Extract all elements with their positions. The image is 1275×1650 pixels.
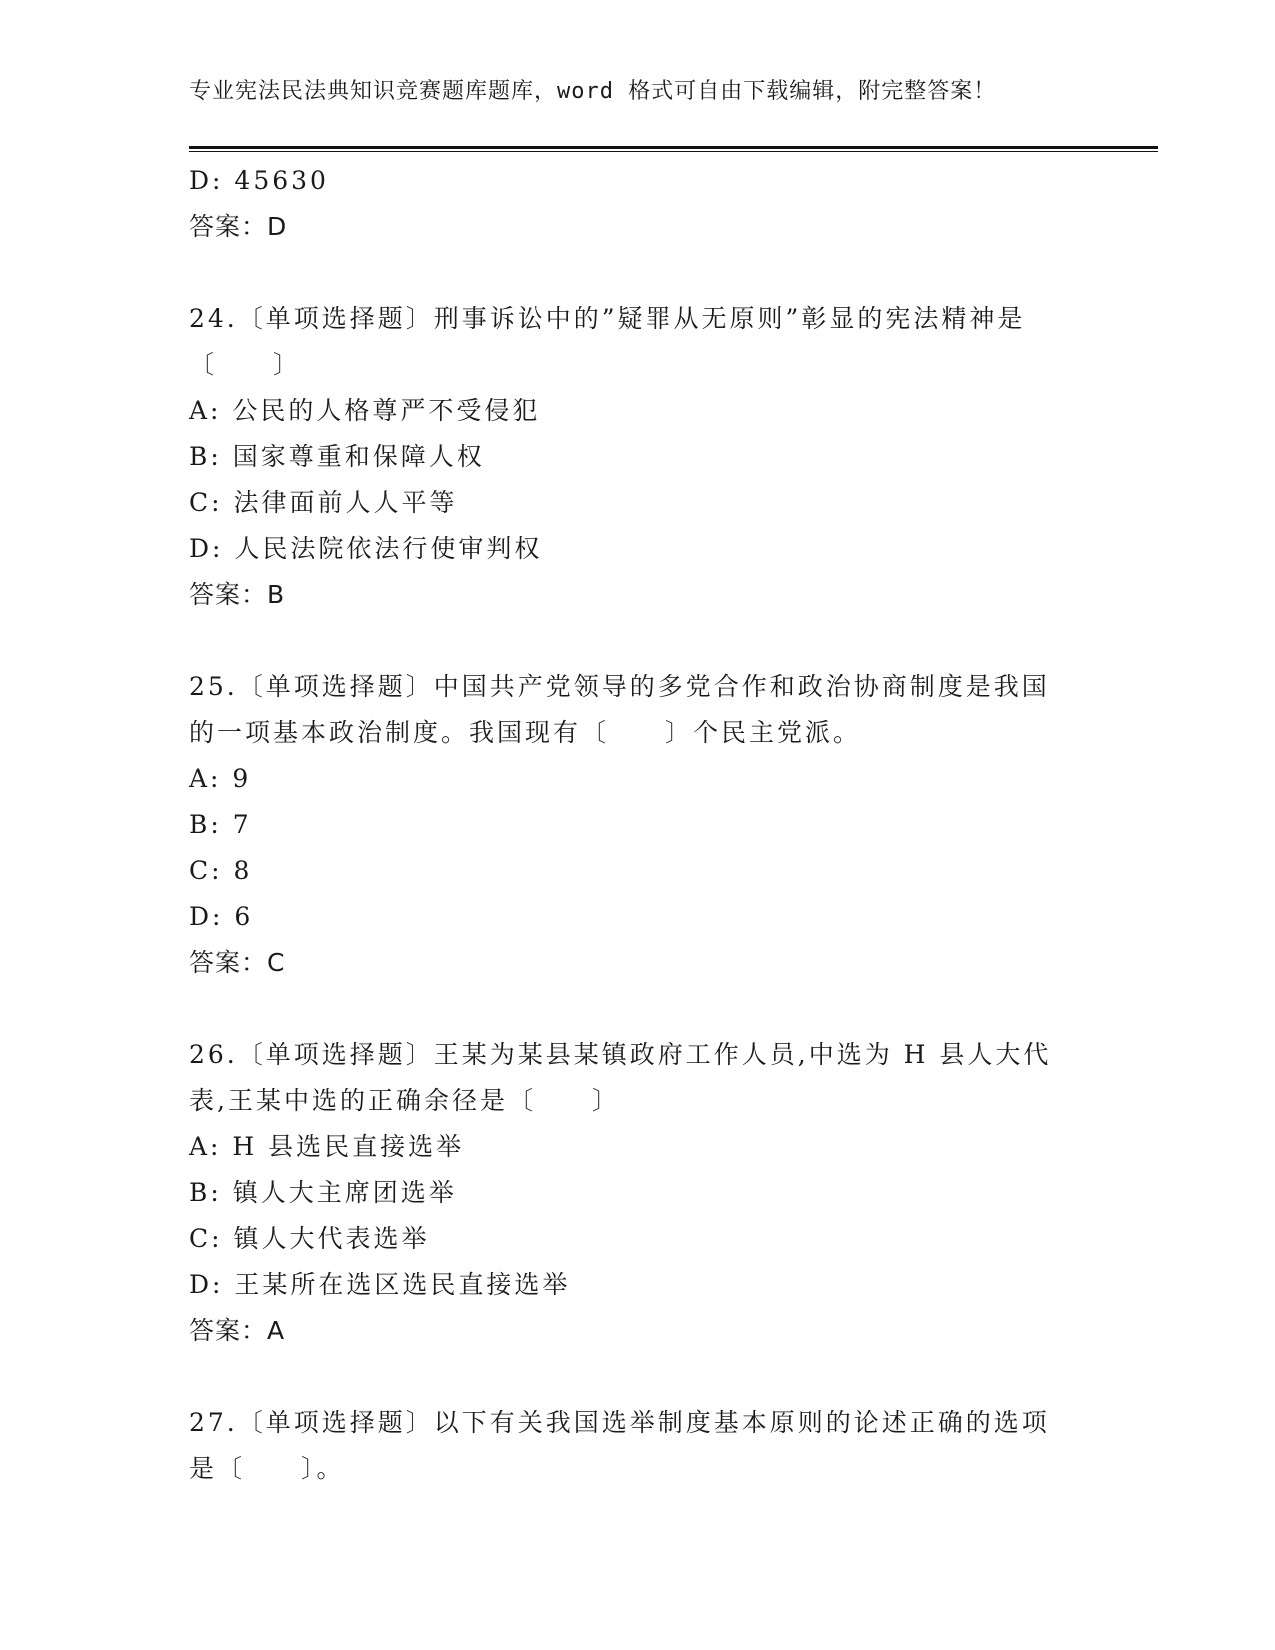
option-a: A: H 县选民直接选举 [189,1132,465,1161]
document-body [189,158,1089,1492]
answer-line: 答案：B [189,580,286,609]
question-27 [189,1400,1089,1492]
answer-line: 答案：D [189,212,288,241]
option-d: D: 人民法院依法行使审判权 [189,534,543,563]
option-b: B: 国家尊重和保障人权 [189,442,485,471]
question-text: 〔 〕 [189,350,302,379]
option-d: D: 45630 [189,166,329,195]
page-header: 专业宪法民法典知识竞赛题库题库，word 格式可自由下载编辑，附完整答案！ [189,79,997,104]
question-text: 27.〔单项选择题〕以下有关我国选举制度基本原则的论述正确的选项 [189,1408,1050,1437]
question-text: 的一项基本政治制度。我国现有〔 〕个民主党派。 [189,718,862,747]
option-c: C: 8 [189,856,253,885]
answer-line: 答案：C [189,948,286,977]
option-d: D: 6 [189,902,254,931]
option-b: B: 7 [189,810,252,839]
question-text: 25.〔单项选择题〕中国共产党领导的多党合作和政治协商制度是我国 [189,672,1050,701]
option-c: C: 镇人大代表选举 [189,1224,430,1253]
option-c: C: 法律面前人人平等 [189,488,458,517]
question-text: 表,王某中选的正确余径是〔 〕 [189,1086,620,1115]
option-a: A: 9 [189,764,252,793]
option-d: D: 王某所在选区选民直接选举 [189,1270,571,1299]
answer-line: 答案：A [189,1316,286,1345]
question-25 [189,664,1089,986]
question-text: 24.〔单项选择题〕刑事诉讼中的”疑罪从无原则”彰显的宪法精神是 [189,304,1026,333]
question-26 [189,1032,1089,1354]
option-a: A: 公民的人格尊严不受侵犯 [189,396,541,425]
question-24 [189,296,1089,618]
question-text: 26.〔单项选择题〕王某为某县某镇政府工作人员,中选为 H 县人大代 [189,1040,1052,1069]
question-text: 是〔 〕。 [189,1454,345,1483]
option-b: B: 镇人大主席团选举 [189,1178,457,1207]
header-divider [189,146,1158,152]
